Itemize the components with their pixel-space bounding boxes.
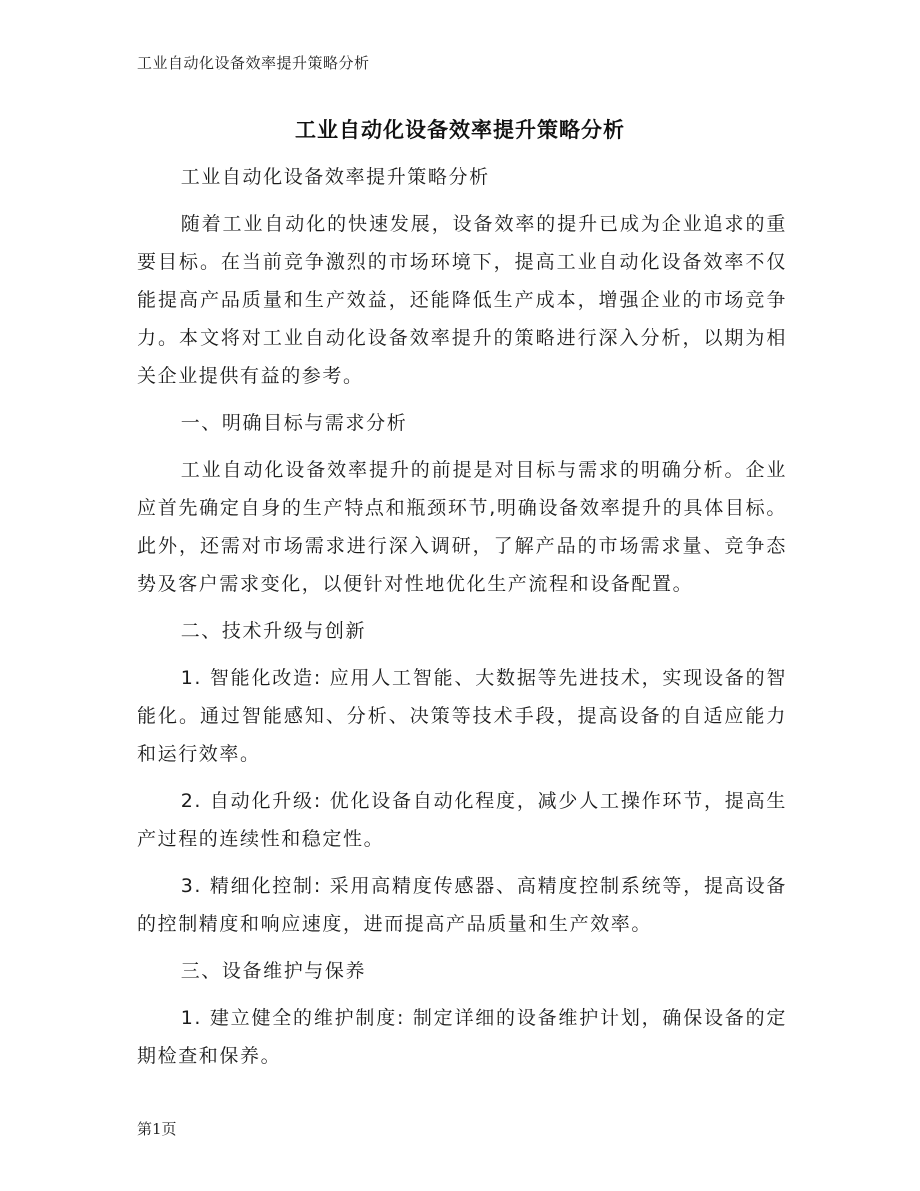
paragraph-intro: 随着工业自动化的快速发展，设备效率的提升已成为企业追求的重要目标。在当前竞争激烈的市场环境下，提高工业自动化设备效率不仅能提高产品质量和生产效益，还能降低生产成本，增强企业的市场竞争力。本文将对工业自动化设备效率提升的策略进行深入分析，以期为相关企业提供有益的参考。 (137, 213, 787, 387)
paragraph-section-1: 工业自动化设备效率提升的前提是对目标与需求的明确分析。企业应首先确定自身的生产特点和瓶颈环节,明确设备效率提升的具体目标。此外，还需对市场需求进行深入调研，了解产品的市场需求量、竞争态势及客户需求变化，以便针对性地优化生产流程和设备配置。 (137, 459, 787, 595)
running-header: 工业自动化设备效率提升策略分析 (137, 54, 370, 72)
section-heading-1: 一、明确目标与需求分析 (180, 412, 408, 434)
list-item-intelligent: 1. 智能化改造: 应用人工智能、大数据等先进技术，实现设备的智能化。通过智能感知、分析、决策等技术手段，提高设备的自适应能力和运行效率。 (137, 667, 787, 765)
document-body (137, 158, 787, 1084)
paragraph-subtitle: 工业自动化设备效率提升策略分析 (180, 166, 490, 188)
section-heading-2: 二、技术升级与创新 (180, 620, 367, 642)
list-item-automation: 2. 自动化升级: 优化设备自动化程度，减少人工操作环节，提高生产过程的连续性和稳定性。 (137, 790, 787, 850)
list-item-maintenance: 1. 建立健全的维护制度: 制定详细的设备维护计划，确保设备的定期检查和保养。 (137, 1007, 787, 1067)
section-heading-3: 三、设备维护与保养 (180, 960, 367, 982)
page-title: 工业自动化设备效率提升策略分析 (295, 118, 625, 142)
list-item-precision: 3. 精细化控制: 采用高精度传感器、高精度控制系统等，提高设备的控制精度和响应速度，进而提高产品质量和生产效率。 (137, 875, 787, 935)
page-number: 第1页 (137, 1120, 177, 1138)
